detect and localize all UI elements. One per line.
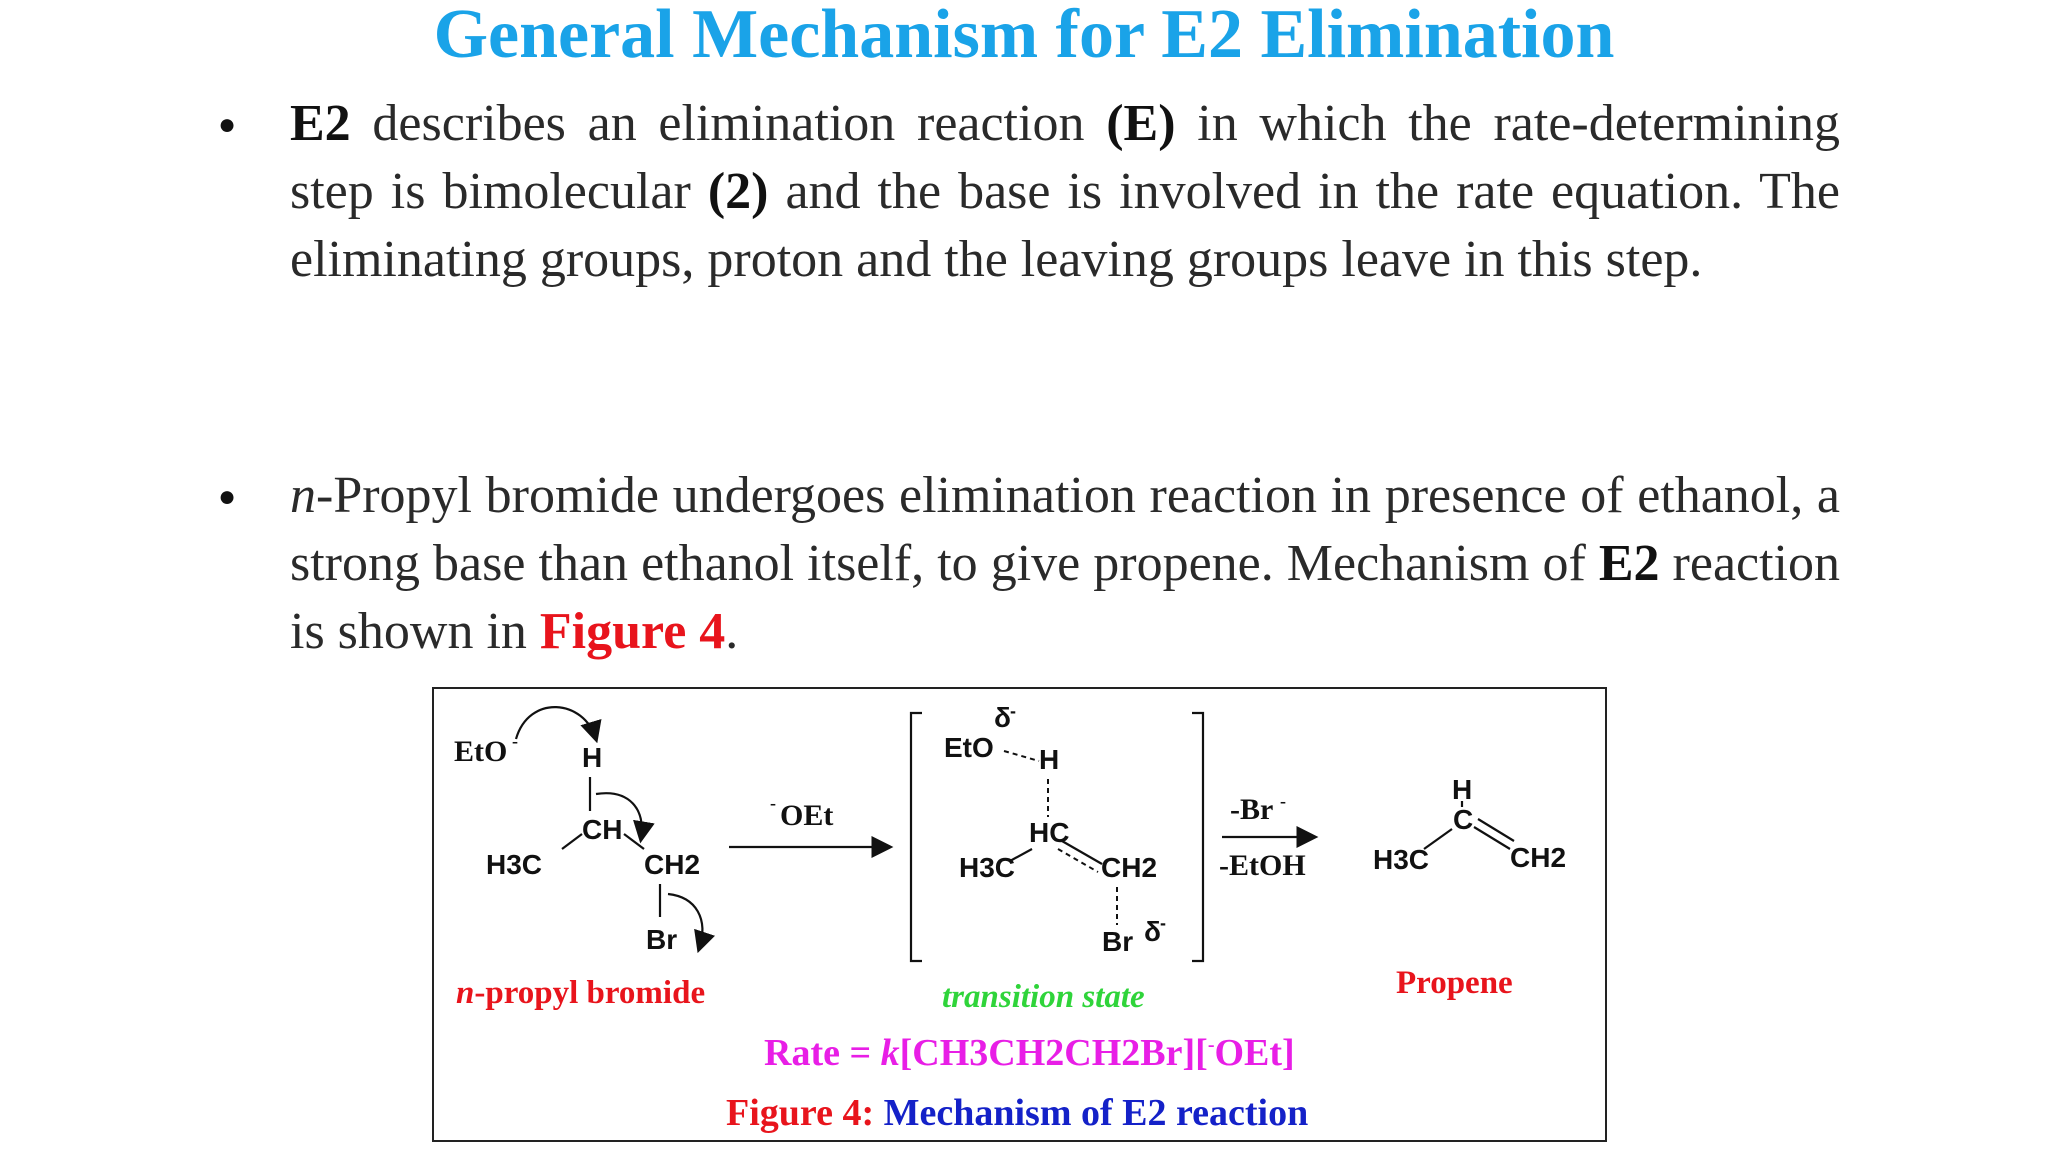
rate-k: k xyxy=(880,1032,900,1074)
para1-text3: and the base is involved in the rate equation. The eliminating groups, proton and the leaving groups leave in this step. xyxy=(290,163,1840,288)
delta-symbol-top: δ xyxy=(994,702,1011,733)
oet-charge: - xyxy=(770,793,776,813)
e2-term: E2 xyxy=(290,95,351,152)
para2-text1: -Propyl bromide undergoes elimination reaction in presence of ethanol, a strong base than ethanol itself, to give propene. Mechanism of xyxy=(290,467,1840,592)
ch2-group: CH2 xyxy=(644,849,701,880)
e2-mechanism-scheme xyxy=(434,689,1605,1140)
bracket-right xyxy=(1192,713,1203,961)
transition-state-label: transition state xyxy=(942,979,1145,1015)
minus-br-text: -Br xyxy=(1230,793,1274,826)
paragraph-e2-definition xyxy=(290,90,1840,294)
prod-c: C xyxy=(1453,804,1474,835)
br-atom: Br xyxy=(646,924,678,955)
caption-number: Figure 4: xyxy=(726,1092,875,1134)
prod-h: H xyxy=(1452,774,1473,805)
h-atom: H xyxy=(582,742,603,773)
label-n-italic: n xyxy=(456,975,475,1011)
ts-eto: EtO xyxy=(944,732,994,763)
label-rest: -propyl bromide xyxy=(474,975,706,1011)
ts-h3c: H3C xyxy=(959,852,1016,883)
ts-br: Br xyxy=(1102,926,1134,957)
delta-symbol-bottom: δ xyxy=(1144,916,1161,947)
reactant-structure xyxy=(454,707,702,955)
para2-end: . xyxy=(725,603,739,660)
rate-body: [CH3CH2CH2Br][ xyxy=(899,1032,1208,1074)
bond-hc-ch2 xyxy=(1062,841,1102,864)
double-bond-2 xyxy=(1478,819,1514,841)
rate-oet-charge: - xyxy=(1207,1034,1215,1056)
para1-text1: describes an elimination reaction xyxy=(350,95,1107,152)
bullet-dot: ● xyxy=(218,108,237,141)
propene-label: Propene xyxy=(1396,965,1513,1001)
h3c-group: H3C xyxy=(486,849,543,880)
reaction-arrow-1 xyxy=(729,793,889,847)
partial-pi-bond xyxy=(1058,849,1098,872)
paragraph-propyl-bromide xyxy=(290,462,1840,666)
figure-caption xyxy=(726,1092,1308,1134)
rate-prefix: Rate = xyxy=(764,1032,881,1074)
curved-arrow-base-to-h xyxy=(516,707,596,739)
minus-br-charge: - xyxy=(1280,791,1286,811)
eto-charge: - xyxy=(512,731,518,751)
ts-ch2: CH2 xyxy=(1101,852,1158,883)
delta-charge-top: - xyxy=(1010,701,1016,721)
reaction-arrow-2 xyxy=(1219,791,1314,882)
delta-charge-bottom: - xyxy=(1160,913,1166,933)
transition-state-structure xyxy=(911,701,1203,961)
caption-text: Mechanism of E2 reaction xyxy=(874,1092,1309,1134)
partial-bond-o-h xyxy=(1004,751,1039,761)
e2-term-2: E2 xyxy=(1598,535,1660,592)
prod-ch2: CH2 xyxy=(1510,842,1567,873)
oet-reagent: OEt xyxy=(780,799,834,832)
bond-ch-h3c xyxy=(562,834,582,849)
propene-structure xyxy=(1373,774,1566,875)
page-title: General Mechanism for E2 Elimination xyxy=(433,0,1615,73)
figure-4-box xyxy=(432,687,1607,1142)
double-bond-1 xyxy=(1474,827,1510,849)
prod-h3c: H3C xyxy=(1373,844,1430,875)
two-term: (2) xyxy=(707,163,769,220)
n-italic: n xyxy=(290,467,316,524)
para2-text2: reaction is shown in xyxy=(290,535,1840,660)
figure-4-link[interactable]: Figure 4 xyxy=(539,603,726,660)
bracket-left xyxy=(911,713,922,961)
para1-text2: in which the rate-determining step is bimolecular xyxy=(290,95,1840,220)
eto-base: EtO xyxy=(454,735,508,768)
n-propyl-bromide-label xyxy=(456,975,705,1011)
e-term: (E) xyxy=(1106,95,1176,152)
rate-oet: OEt] xyxy=(1214,1032,1295,1074)
minus-etoh-text: -EtOH xyxy=(1219,849,1306,882)
ts-h: H xyxy=(1039,744,1060,775)
bullet-dot: ● xyxy=(218,480,237,513)
ch-atom: CH xyxy=(582,814,623,845)
ts-hc: HC xyxy=(1029,817,1070,848)
rate-equation xyxy=(764,1032,1295,1074)
